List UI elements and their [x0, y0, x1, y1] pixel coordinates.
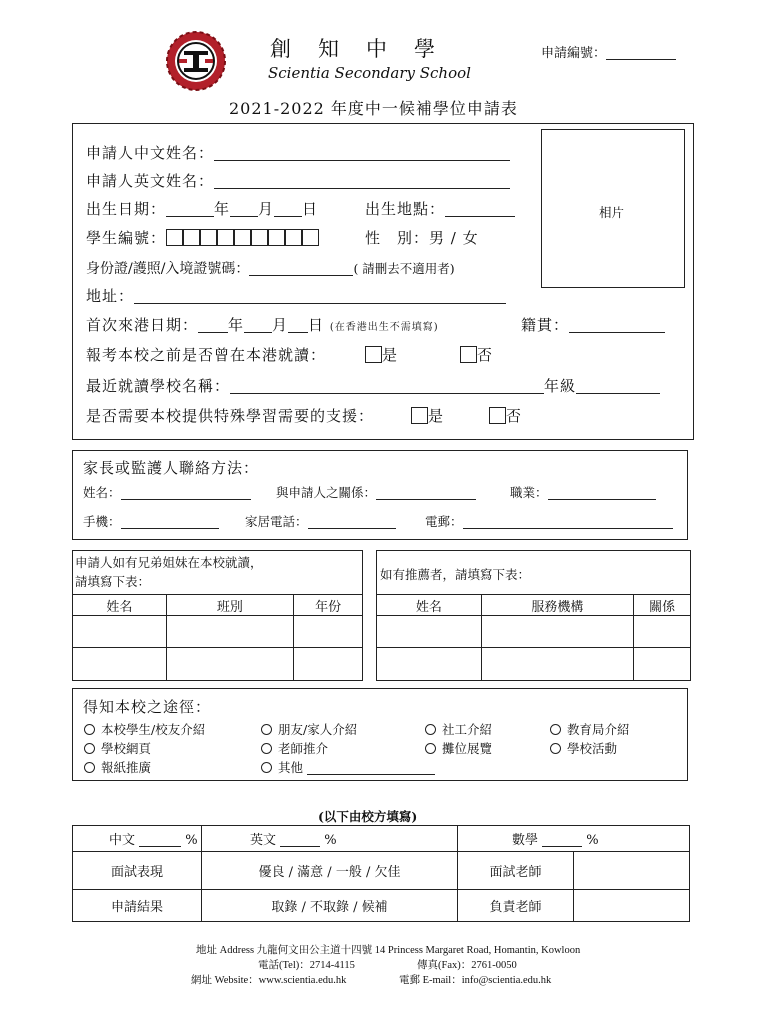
studied-no[interactable]	[460, 344, 493, 365]
table-cell[interactable]	[377, 648, 482, 681]
guardian-mobile-row[interactable]	[83, 512, 219, 530]
application-no-field[interactable]	[541, 42, 676, 61]
guardian-name-label: 姓名：	[83, 485, 121, 500]
id-row[interactable]	[86, 258, 455, 278]
last-school-row[interactable]	[86, 375, 660, 396]
source-option-other[interactable]: 其他	[261, 758, 435, 776]
table-cell[interactable]	[73, 648, 167, 681]
name-en-label: 申請人英文姓名：	[86, 172, 215, 190]
footer-website: 網址 Website：www.scientia.edu.hk	[191, 975, 347, 986]
teacher-in-charge-cell[interactable]	[574, 890, 690, 922]
sen-label: 是否需要本校提供特殊學習需要的支援：	[86, 407, 375, 425]
office-table	[72, 825, 690, 922]
source-option-edb[interactable]: 教育局介紹	[550, 720, 630, 738]
table-cell[interactable]	[166, 648, 294, 681]
origin-label: 籍貫：	[521, 316, 570, 334]
studied-no-checkbox[interactable]	[460, 346, 477, 363]
studied-yes[interactable]	[365, 344, 398, 365]
birthplace-row[interactable]	[365, 198, 515, 219]
office-heading: (以下由校方填寫)	[318, 809, 418, 824]
table-cell[interactable]	[481, 616, 633, 648]
sex-field[interactable]: 性 別：男 / 女	[365, 229, 479, 247]
studied-yes-label: 是	[382, 346, 399, 364]
name-cn-row[interactable]	[86, 142, 510, 163]
score-chinese[interactable]: 中文 %	[73, 826, 202, 852]
student-no-label: 學生編號：	[86, 229, 167, 247]
guardian-mobile-label: 手機：	[83, 514, 121, 529]
arrival-month: 月	[272, 316, 289, 334]
studied-label: 報考本校之前是否曾在本港就讀：	[86, 346, 327, 364]
radio-icon[interactable]	[425, 724, 436, 735]
referee-col-relation: 關係	[634, 595, 691, 616]
siblings-col-name: 姓名	[73, 595, 167, 616]
footer-fax: 傳真(Fax)：2761-0050	[417, 960, 517, 971]
guardian-email-row[interactable]	[425, 512, 673, 530]
radio-icon[interactable]	[261, 762, 272, 773]
footer-tel: 電話(Tel)：2714-4115	[258, 960, 355, 971]
result-options[interactable]: 取錄 / 不取錄 / 候補	[202, 890, 458, 922]
guardian-job-label: 職業：	[510, 485, 548, 500]
id-note: ( 請刪去不適用者)	[353, 261, 455, 276]
dob-year: 年	[214, 200, 231, 218]
guardian-home-tel-row[interactable]	[245, 512, 396, 530]
table-cell[interactable]	[377, 616, 482, 648]
arrival-year: 年	[228, 316, 245, 334]
id-label: 身份證/護照/入境證號碼：	[86, 261, 250, 277]
referee-col-org: 服務機構	[481, 595, 633, 616]
table-cell[interactable]	[634, 648, 691, 681]
name-en-row[interactable]	[86, 170, 510, 191]
school-logo	[165, 30, 227, 92]
footer-address: 地址 Address 九龍何文田公主道十四號 14 Princess Margaret Road, Homantin, Kowloon	[196, 945, 581, 956]
score-english[interactable]: 英文 %	[202, 826, 458, 852]
student-no-boxes[interactable]	[166, 229, 319, 247]
grade-label: 年級	[544, 377, 577, 395]
source-option-booth[interactable]: 攤位展覽	[425, 739, 492, 757]
sen-no-checkbox[interactable]	[489, 407, 506, 424]
radio-icon[interactable]	[425, 743, 436, 754]
guardian-job-row[interactable]	[510, 483, 656, 501]
table-cell[interactable]	[634, 616, 691, 648]
siblings-heading-1: 申請人如有兄弟姐妹在本校就讀，	[75, 555, 263, 570]
radio-icon[interactable]	[84, 724, 95, 735]
radio-icon[interactable]	[84, 743, 95, 754]
studied-yes-checkbox[interactable]	[365, 346, 382, 363]
interview-teacher-cell[interactable]	[574, 852, 690, 890]
referee-table	[376, 594, 691, 681]
table-cell[interactable]	[73, 616, 167, 648]
guardian-email-label: 電郵：	[425, 514, 463, 529]
dob-day: 日	[302, 200, 319, 218]
source-option-social-worker[interactable]: 社工介紹	[425, 720, 492, 738]
guardian-relation-row[interactable]	[276, 483, 476, 501]
table-cell[interactable]	[294, 648, 363, 681]
guardian-home-tel-label: 家居電話：	[245, 514, 308, 529]
school-name-en: Scientia Secondary School	[268, 64, 471, 82]
source-heading: 得知本校之途徑：	[83, 698, 212, 716]
siblings-heading-2: 請填寫下表：	[75, 574, 151, 589]
school-name-cn: 創 知 中 學	[270, 37, 438, 61]
address-row[interactable]	[86, 285, 506, 306]
birthplace-label: 出生地點：	[365, 200, 446, 218]
studied-row	[86, 344, 326, 365]
sen-yes[interactable]	[411, 405, 444, 426]
application-no-label: 申請編號：	[541, 46, 607, 61]
form-title: 2021-2022 年度中一候補學位申請表	[229, 99, 518, 118]
radio-icon[interactable]	[261, 724, 272, 735]
siblings-table	[72, 594, 363, 681]
dob-row[interactable]	[86, 198, 318, 219]
guardian-relation-label: 與申請人之關係：	[276, 485, 377, 500]
dob-label: 出生日期：	[86, 200, 167, 218]
referee-heading: 如有推薦者，請填寫下表：	[380, 567, 531, 582]
radio-icon[interactable]	[550, 743, 561, 754]
interview-label: 面試表現	[73, 852, 202, 890]
table-cell[interactable]	[294, 616, 363, 648]
radio-icon[interactable]	[550, 724, 561, 735]
arrival-row[interactable]	[86, 314, 439, 335]
result-label: 申請結果	[73, 890, 202, 922]
footer-email: 電郵 E-mail：info@scientia.edu.hk	[399, 975, 552, 986]
source-option-activity[interactable]: 學校活動	[550, 739, 617, 757]
table-cell[interactable]	[166, 616, 294, 648]
sen-no-label: 否	[506, 407, 523, 425]
source-option-newspaper[interactable]: 報紙推廣	[84, 758, 151, 776]
sen-yes-checkbox[interactable]	[411, 407, 428, 424]
source-option-teacher[interactable]: 老師推介	[261, 739, 328, 757]
teacher-in-charge-label: 負責老師	[458, 890, 574, 922]
arrival-day: 日	[308, 316, 325, 334]
referee-col-name: 姓名	[377, 595, 482, 616]
table-cell[interactable]	[481, 648, 633, 681]
siblings-col-year: 年份	[294, 595, 363, 616]
arrival-note: (在香港出生不需填寫)	[329, 322, 439, 333]
student-no-row[interactable]	[86, 227, 319, 248]
source-option-friends[interactable]: 朋友/家人介紹	[261, 720, 357, 738]
origin-row[interactable]	[521, 314, 665, 335]
source-option-alumni[interactable]: 本校學生/校友介紹	[84, 720, 205, 738]
radio-icon[interactable]	[84, 762, 95, 773]
radio-icon[interactable]	[261, 743, 272, 754]
arrival-label: 首次來港日期：	[86, 316, 199, 334]
interview-options[interactable]: 優良 / 滿意 / 一般 / 欠佳	[202, 852, 458, 890]
source-option-website[interactable]: 學校網頁	[84, 739, 151, 757]
studied-no-label: 否	[477, 346, 494, 364]
score-math[interactable]: 數學 %	[458, 826, 690, 852]
photo-label: 相片	[599, 205, 625, 220]
last-school-label: 最近就讀學校名稱：	[86, 377, 231, 395]
sen-no[interactable]	[489, 405, 522, 426]
guardian-heading: 家長或監護人聯絡方法：	[83, 459, 260, 477]
sen-row	[86, 405, 374, 426]
sen-yes-label: 是	[428, 407, 445, 425]
guardian-name-row[interactable]	[83, 483, 251, 501]
dob-month: 月	[258, 200, 275, 218]
interview-teacher-label: 面試老師	[458, 852, 574, 890]
siblings-col-class: 班別	[166, 595, 294, 616]
name-cn-label: 申請人中文姓名：	[86, 144, 215, 162]
address-label: 地址：	[86, 287, 135, 305]
